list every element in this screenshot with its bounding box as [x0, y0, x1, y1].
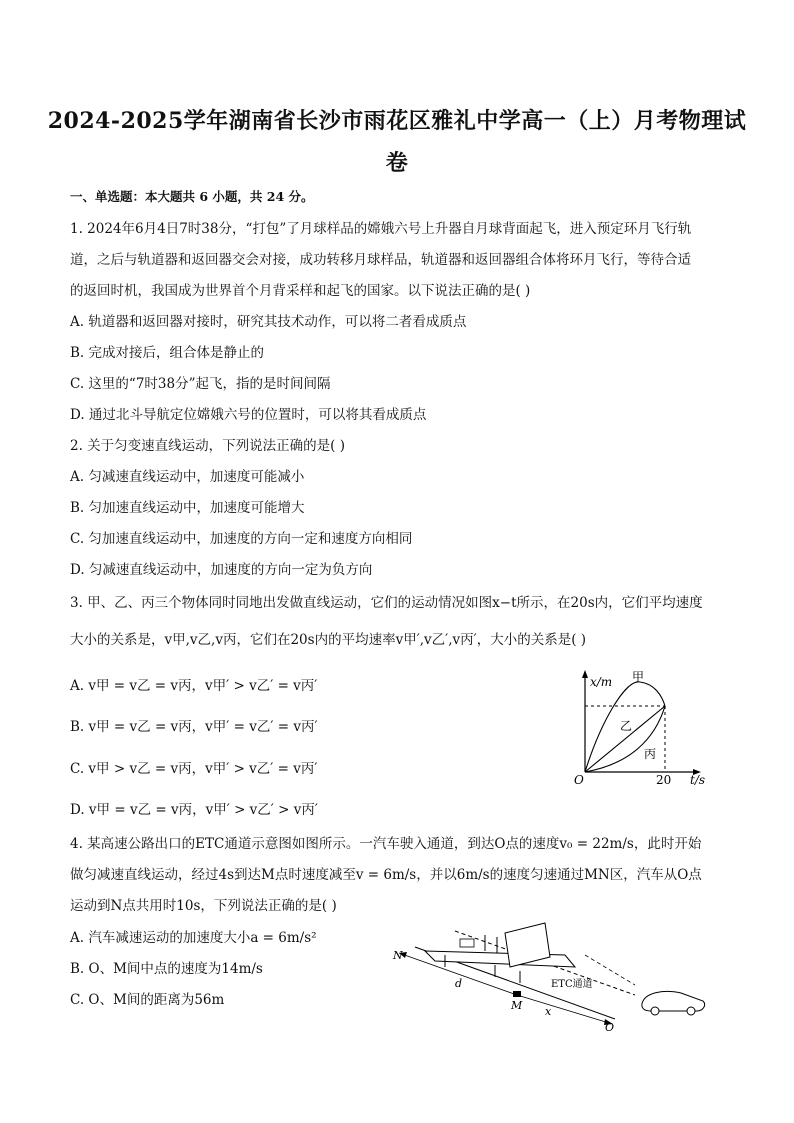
origin-label: O [574, 773, 584, 787]
q1-option-b: B. 完成对接后，组合体是静止的 [70, 345, 265, 361]
x-line [517, 995, 609, 1023]
q4-stem-line3: 运动到N点共用时10s，下列说法正确的是( ) [70, 898, 337, 914]
section-heading: 一、单选题：本大题共 6 小题，共 24 分。 [70, 189, 314, 204]
q3-stem-line2: 大小的关系是，v甲,v乙,v丙，它们在20s内的平均速率v甲′,v乙′,v丙′，大小的关系是( ) [70, 632, 587, 648]
q3-xt-graph [570, 664, 720, 788]
marker-m [513, 991, 521, 997]
label-yi: 乙 [620, 719, 633, 733]
booth [460, 939, 474, 947]
q2-option-a: A. 匀减速直线运动中，加速度可能减小 [70, 469, 305, 485]
q1-option-c: C. 这里的“7时38分”起飞，指的是时间间隔 [70, 376, 331, 392]
q3-option-b: B. v甲 = v乙 = v丙，v甲′ = v乙′ = v丙′ [70, 719, 318, 735]
q1-stem-line3: 的返回时机，我国成为世界首个月背采样和起飞的国家。以下说法正确的是( ) [70, 283, 531, 299]
toll-island [425, 951, 575, 967]
q3-option-a: A. v甲 = v乙 = v丙，v甲′ > v乙′ = v丙′ [70, 678, 318, 694]
label-etc: ETC通道 [551, 979, 593, 990]
q4-etc-diagram [385, 915, 715, 1033]
q2-option-c: C. 匀加速直线运动中，加速度的方向一定和速度方向相同 [70, 531, 413, 547]
q3-option-d: D. v甲 = v乙 = v丙，v甲′ > v乙′ > v丙′ [70, 802, 318, 818]
q2-option-b: B. 匀加速直线运动中，加速度可能增大 [70, 500, 305, 516]
y-axis-arrow [582, 670, 588, 678]
car-wheel-rear [687, 1007, 695, 1015]
q4-option-b: B. O、M间中点的速度为14m/s [70, 961, 263, 977]
label-jia: 甲 [632, 670, 645, 684]
label-o: O [605, 1021, 615, 1033]
page-title-line1: 2024-2025学年湖南省长沙市雨花区雅礼中学高一（上）月考物理试 [47, 108, 747, 134]
q1-stem-line2: 道，之后与轨道器和返回器交会对接，成功转移月球样品，轨道器和返回器组合体将环月飞行，等待合适 [70, 252, 691, 268]
q2-stem: 2. 关于匀变速直线运动，下列说法正确的是( ) [70, 438, 345, 454]
q1-stem-line1: 1. 2024年6月4日7时38分，“打包”了月球样品的嫦娥六号上升器自月球背面起飞，进入预定环月飞行轨 [70, 221, 692, 237]
car-wheel-front [651, 1007, 659, 1015]
y-axis-label: x/m [590, 675, 613, 689]
label-bing: 丙 [644, 747, 657, 761]
q3-option-c: C. v甲 > v乙 = v丙，v甲′ > v乙′ = v丙′ [70, 761, 318, 777]
label-d: d [455, 977, 463, 990]
q4-stem-line2: 做匀减速直线运动，经过4s到达M点时速度减至v = 6m/s，并以6m/s的速度匀速通过MN区，汽车从O点 [70, 867, 702, 883]
label-m: M [511, 999, 523, 1012]
car-icon [642, 991, 705, 1011]
q4-stem-line1: 4. 某高速公路出口的ETC通道示意图如图所示。一汽车驶入通道，到达O点的速度v₀ = 22m/s，此时开始 [70, 836, 702, 852]
q4-option-c: C. O、M间的距离为56m [70, 992, 225, 1008]
q4-option-a: A. 汽车减速运动的加速度大小a = 6m/s² [70, 930, 317, 946]
q2-option-d: D. 匀减速直线运动中，加速度的方向一定为负方向 [70, 562, 373, 578]
q1-option-d: D. 通过北斗导航定位嫦娥六号的位置时，可以将其看成质点 [70, 407, 427, 423]
q3-stem-line1: 3. 甲、乙、丙三个物体同时同地出发做直线运动，它们的运动情况如图x−t所示，在20s内，它们平均速度 [70, 595, 703, 611]
x-axis-label: t/s [690, 773, 706, 787]
label-n: N [393, 949, 403, 962]
x-tick-20: 20 [656, 773, 672, 787]
page-title-line2: 卷 [385, 150, 409, 176]
q1-option-a: A. 轨道器和返回器对接时，研究其技术动作，可以将二者看成质点 [70, 314, 467, 330]
label-x: x [545, 1005, 552, 1018]
